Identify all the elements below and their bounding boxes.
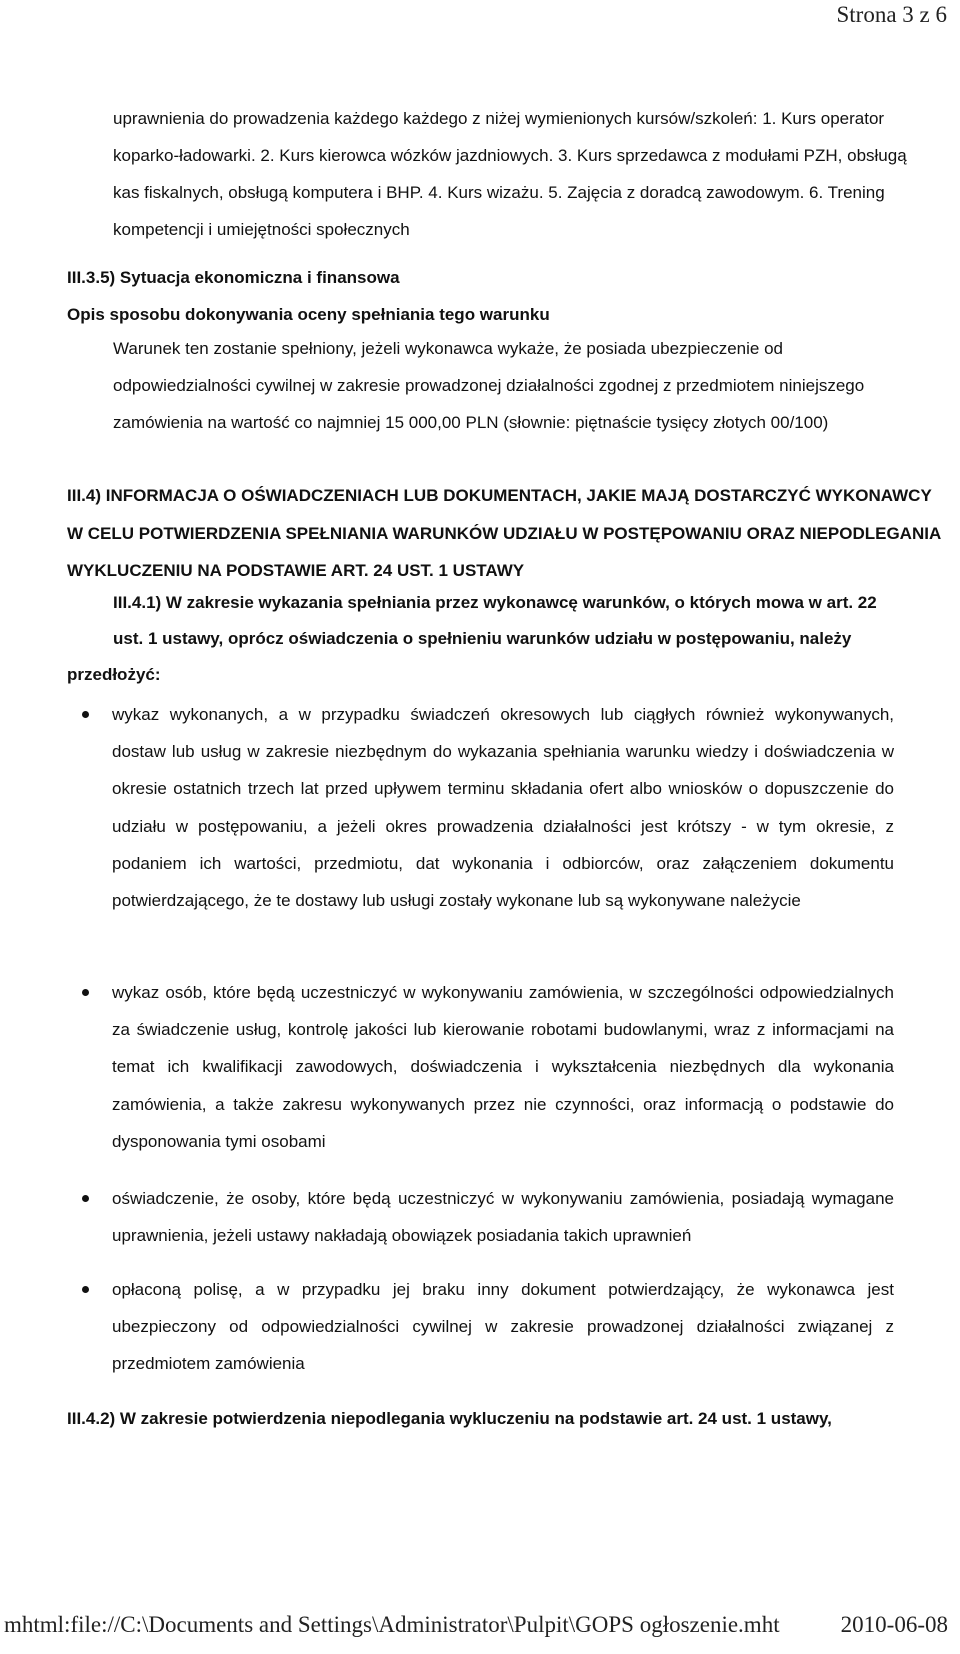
bullet-list	[82, 974, 894, 1160]
list-item	[82, 1180, 894, 1254]
list-item	[82, 1271, 894, 1383]
page-number-header: Strona 3 z 6	[836, 2, 947, 27]
section-heading-341	[67, 585, 927, 693]
bullet-list	[82, 1180, 894, 1254]
list-item-text: opłaconą polisę, a w przypadku jej braku inny dokument potwierdzający, że wykonawca jest ubezpieczony od odpowiedzialności cywilnej w zakresie prowadzonej działalności związanej z przedmiotem zamówienia	[112, 1280, 894, 1374]
bullet-icon	[82, 1286, 89, 1293]
page-footer	[0, 1612, 960, 1642]
bullet-icon	[82, 1195, 89, 1202]
section-341-line-1: III.4.1) W zakresie wykazania spełniania przez wykonawcę warunków, o których mowa w art. 22	[113, 593, 877, 612]
assessment-description-heading: Opis sposobu dokonywania oceny spełniania tego warunku	[67, 305, 550, 324]
section-341-line-2: ust. 1 ustawy, oprócz oświadczenia o spełnieniu warunków udziału w postępowaniu, należy	[113, 629, 852, 648]
print-date: 2010-06-08	[840, 1612, 948, 1637]
file-path: mhtml:file://C:\Documents and Settings\Administrator\Pulpit\GOPS ogłoszenie.mht	[4, 1612, 780, 1637]
section-341-line-3: przedłożyć:	[67, 665, 161, 684]
section-heading-economic: III.3.5) Sytuacja ekonomiczna i finansowa	[67, 268, 400, 287]
list-item	[82, 696, 894, 919]
bullet-list	[82, 1271, 894, 1383]
intro-paragraph: uprawnienia do prowadzenia każdego każdego z niżej wymienionych kursów/szkoleń: 1. Kurs operator koparko-ładowarki. 2. Kurs kierowca wózków jazdniowych. 3. Kurs sprzedawca z modułami PZH, obsługą kas fiskalnych, obsługą komputera i BHP. 4. Kurs wizażu. 5. Zajęcia z doradcą zawodowym. 6. Trening kompetencji i umiejętności społecznych	[113, 109, 907, 239]
list-item	[82, 974, 894, 1160]
list-item-text: wykaz osób, które będą uczestniczyć w wykonywaniu zamówienia, w szczególności odpowiedzialnych za świadczenie usług, kontrolę jakości lub kierowanie robotami budowlanymi, wraz z informacjami na temat ich kwalifikacji zawodowych, doświadczenia i wykształcenia niezbędnych dla wykonania zamówienia, a także zakresu wykonywanych przez nie czynności, oraz informacją o podstawie do dysponowania tymi osobami	[112, 983, 894, 1151]
list-item-text: wykaz wykonanych, a w przypadku świadczeń okresowych lub ciągłych również wykonywanych, dostaw lub usług w zakresie niezbędnym do wykazania spełniania warunku wiedzy i doświadczenia w okresie ostatnich trzech lat przed upływem terminu składania ofert albo wniosków o dopuszczenie do udziału w postępowaniu, a jeżeli okres prowadzenia działalności jest krótszy - w tym okresie, z podaniem ich wartości, przedmiotu, dat wykonania i odbiorców, oraz załączeniem dokumentu potwierdzającego, że te dostawy lub usługi zostały wykonane lub są wykonywane należycie	[112, 705, 894, 911]
bullet-icon	[82, 989, 89, 996]
section-heading-documents: III.4) INFORMACJA O OŚWIADCZENIACH LUB DOKUMENTACH, JAKIE MAJĄ DOSTARCZYĆ WYKONAWCY W CELU POTWIERDZENIA SPEŁNIANIA WARUNKÓW UDZIAŁU W POSTĘPOWANIU ORAZ NIEPODLEGANIA WYKLUCZENIU NA PODSTAWIE ART. 24 UST. 1 USTAWY	[67, 486, 941, 580]
bullet-list	[82, 696, 894, 919]
list-item-text: oświadczenie, że osoby, które będą uczestniczyć w wykonywaniu zamówienia, posiadają wymagane uprawnienia, jeżeli ustawy nakładają obowiązek posiadania takich uprawnień	[112, 1189, 894, 1246]
condition-paragraph: Warunek ten zostanie spełniony, jeżeli wykonawca wykaże, że posiada ubezpieczenie od odpowiedzialności cywilnej w zakresie prowadzonej działalności zgodnej z przedmiotem niniejszego zamówienia na wartość co najmniej 15 000,00 PLN (słownie: piętnaście tysięcy złotych 00/100)	[113, 339, 865, 432]
bullet-icon	[82, 711, 89, 718]
section-heading-342: III.4.2) W zakresie potwierdzenia niepodlegania wykluczeniu na podstawie art. 24 ust. 1 ustawy,	[67, 1409, 832, 1428]
